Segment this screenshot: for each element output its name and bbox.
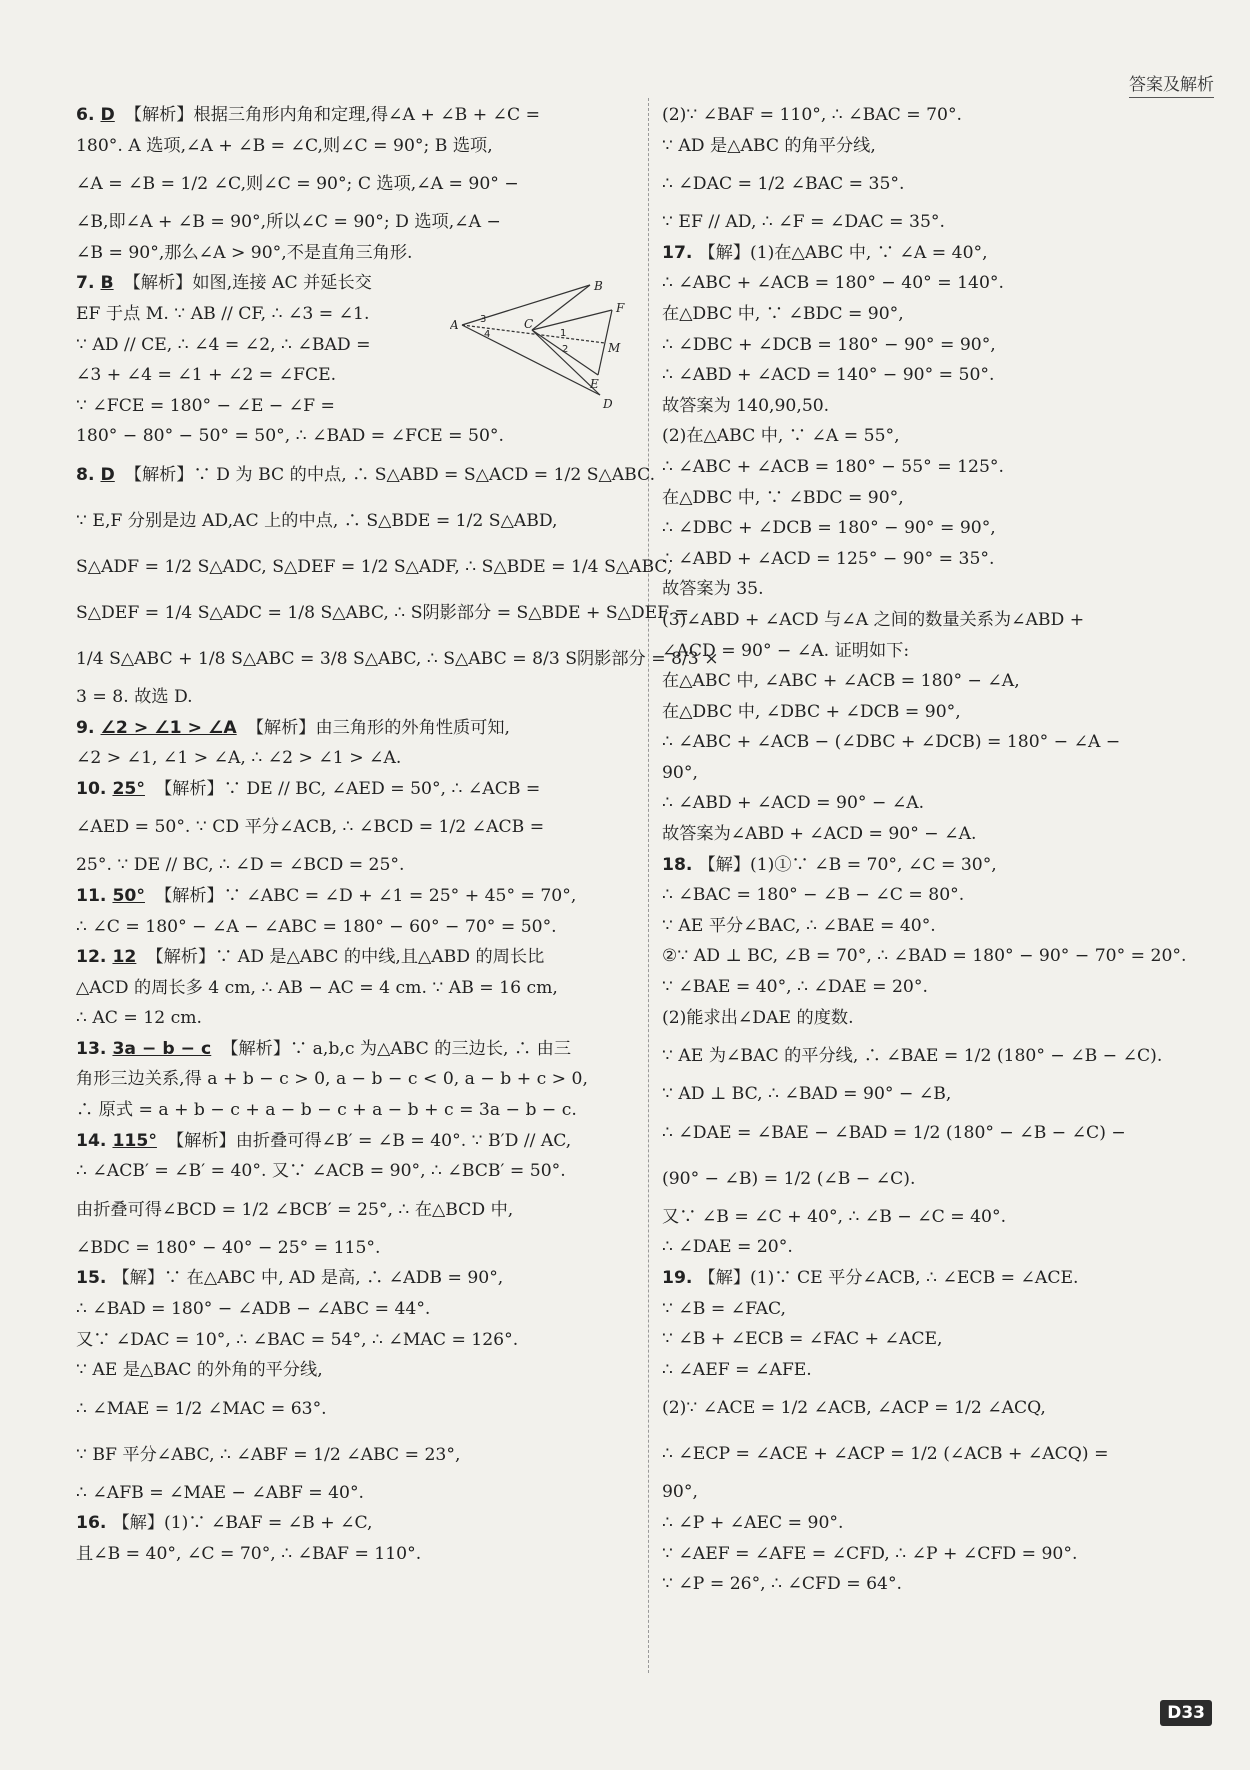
label-a: A <box>450 318 459 332</box>
text-line: ∠3 + ∠4 = ∠1 + ∠2 = ∠FCE. <box>76 365 337 386</box>
question-number: 6. <box>76 105 95 125</box>
text-line: ∵ E,F 分别是边 AD,AC 上的中点, ∴ S△BDE = 1/2 S△ABD, <box>76 510 558 531</box>
text-line: 【解析】∵ DE // BC, ∠AED = 50°, ∴ ∠ACB = <box>154 778 541 799</box>
page-header-title: 答案及解析 <box>1129 70 1214 98</box>
text-line: ∴ ∠P + ∠AEC = 90°. <box>662 1512 844 1533</box>
text-line: ∴ ∠ABC + ∠ACB = 180° − 40° = 140°. <box>662 273 1004 294</box>
answer: D <box>100 105 115 125</box>
text-line: ∵ AE 是△BAC 的外角的平分线, <box>76 1360 323 1381</box>
question-number: 17. <box>662 242 693 263</box>
text-line: S△DEF = 1/4 S△ADC = 1/8 S△ABC, ∴ S阴影部分 = S△BDE + S△DEF = <box>76 602 689 623</box>
text-line: ∴ ∠AEF = ∠AFE. <box>662 1359 812 1380</box>
page-number: D33 <box>1160 1700 1212 1726</box>
text-line: ∴ ∠ABD + ∠ACD = 90° − ∠A. <box>662 793 925 814</box>
question-number: 12. <box>76 947 107 968</box>
text-line: (2)∵ ∠ACE = 1/2 ∠ACB, ∠ACP = 1/2 ∠ACQ, <box>662 1398 1046 1419</box>
text-line: ∴ AC = 12 cm. <box>76 1008 203 1029</box>
text-line: 【解析】由三角形的外角性质可知, <box>246 717 510 738</box>
text-line: 由折叠可得∠BCD = 1/2 ∠BCB′ = 25°, ∴ 在△BCD 中, <box>76 1199 514 1220</box>
text-line: 【解】(1)①∵ ∠B = 70°, ∠C = 30°, <box>698 854 997 875</box>
text-line: ∴ ∠DBC + ∠DCB = 180° − 90° = 90°, <box>662 334 996 355</box>
answer: D <box>100 464 115 485</box>
text-line: ∴ ∠DAC = 1/2 ∠BAC = 35°. <box>662 174 905 195</box>
answer: B <box>100 273 114 294</box>
text-line: 180° − 80° − 50° = 50°, ∴ ∠BAD = ∠FCE = 50°. <box>76 426 504 447</box>
text-line: ∴ ∠C = 180° − ∠A − ∠ABC = 180° − 60° − 70° = 50°. <box>76 916 557 937</box>
text-line: ∵ ∠BAE = 40°, ∴ ∠DAE = 20°. <box>662 977 928 998</box>
text-line: ∠BDC = 180° − 40° − 25° = 115°. <box>76 1237 381 1258</box>
label-c: C <box>524 317 534 331</box>
geometry-figure <box>450 280 630 420</box>
text-line: (90° − ∠B) = 1/2 (∠B − ∠C). <box>662 1168 916 1189</box>
text-line: 在△DBC 中, ∵ ∠BDC = 90°, <box>662 303 904 324</box>
text-line: 在△ABC 中, ∠ABC + ∠ACB = 180° − ∠A, <box>662 671 1020 692</box>
text-line: 在△DBC 中, ∠DBC + ∠DCB = 90°, <box>662 701 961 722</box>
text-line: ∠AED = 50°. ∵ CD 平分∠ACB, ∴ ∠BCD = 1/2 ∠ACB = <box>76 817 545 838</box>
right-column <box>662 100 1217 1600</box>
text-line: ∴ ∠ABC + ∠ACB − (∠DBC + ∠DCB) = 180° − ∠A − <box>662 732 1121 753</box>
answer: 25° <box>112 778 145 799</box>
question-number: 7. <box>76 273 95 294</box>
text-line: ∴ ∠BAD = 180° − ∠ADB − ∠ABC = 44°. <box>76 1299 431 1320</box>
text-line: (2)∵ ∠BAF = 110°, ∴ ∠BAC = 70°. <box>662 105 963 125</box>
text-line: 【解】(1)∵ CE 平分∠ACB, ∴ ∠ECB = ∠ACE. <box>698 1268 1079 1288</box>
text-line: ∵ ∠AEF = ∠AFE = ∠CFD, ∴ ∠P + ∠CFD = 90°. <box>662 1543 1078 1564</box>
question-number: 15. <box>76 1268 107 1289</box>
text-line: ∵ AD ⊥ BC, ∴ ∠BAD = 90° − ∠B, <box>662 1084 952 1105</box>
answer: ∠2 > ∠1 > ∠A <box>100 717 237 738</box>
segment-ad <box>462 325 600 395</box>
question-number: 19. <box>662 1268 693 1288</box>
text-line: ∴ ∠ECP = ∠ACE + ∠ACP = 1/2 (∠ACB + ∠ACQ) = <box>662 1444 1109 1465</box>
text-line: ∵ AE 为∠BAC 的平分线, ∴ ∠BAE = 1/2 (180° − ∠B − ∠C). <box>662 1046 1163 1067</box>
text-line: ∠A = ∠B = 1/2 ∠C,则∠C = 90°; C 选项,∠A = 90° − <box>76 174 519 195</box>
text-line: 【解】∵ 在△ABC 中, AD 是高, ∴ ∠ADB = 90°, <box>112 1268 504 1289</box>
text-line: (2)能求出∠DAE 的度数. <box>662 1007 854 1028</box>
text-line: ∴ ∠DAE = ∠BAE − ∠BAD = 1/2 (180° − ∠B − ∠C) − <box>662 1122 1126 1143</box>
text-line: 【解析】根据三角形内角和定理,得∠A + ∠B + ∠C = <box>124 105 540 125</box>
label-d: D <box>603 397 613 411</box>
question-number: 9. <box>76 717 95 738</box>
text-line: ∵ ∠B = ∠FAC, <box>662 1298 787 1319</box>
text-line: EF 于点 M. ∵ AB // CF, ∴ ∠3 = ∠1. <box>76 303 370 324</box>
text-line: ∵ AE 平分∠BAC, ∴ ∠BAE = 40°. <box>662 915 936 936</box>
text-line: ∴ ∠ABC + ∠ACB = 180° − 55° = 125°. <box>662 456 1004 477</box>
text-line: 90°, <box>662 762 698 783</box>
text-line: ∴ ∠MAE = 1/2 ∠MAC = 63°. <box>76 1398 327 1419</box>
text-line: (2)在△ABC 中, ∵ ∠A = 55°, <box>662 426 900 447</box>
text-line: 【解析】∵ AD 是△ABC 的中线,且△ABD 的周长比 <box>146 947 545 968</box>
text-line: ②∵ AD ⊥ BC, ∠B = 70°, ∴ ∠BAD = 180° − 90° − 70° = 20°. <box>662 946 1187 967</box>
text-line: ∵ BF 平分∠ABC, ∴ ∠ABF = 1/2 ∠ABC = 23°, <box>76 1444 461 1465</box>
text-line: ∵ ∠B + ∠ECB = ∠FAC + ∠ACE, <box>662 1329 943 1350</box>
text-line: ∠B = 90°,那么∠A > 90°,不是直角三角形. <box>76 242 413 263</box>
question-number: 8. <box>76 464 95 485</box>
text-line: ∴ 原式 = a + b − c + a − b − c + a − b + c = 3a − b − c. <box>76 1100 577 1121</box>
text-line: 1/4 S△ABC + 1/8 S△ABC = 3/8 S△ABC, ∴ S△ABC = 8/3 S阴影部分 = 8/3 × <box>76 648 719 669</box>
text-line: 【解析】∵ ∠ABC = ∠D + ∠1 = 25° + 45° = 70°, <box>154 885 577 906</box>
label-m: M <box>608 341 621 355</box>
question-number: 14. <box>76 1130 107 1151</box>
text-line: 【解析】如图,连接 AC 并延长交 <box>123 273 372 294</box>
text-line: ∵ ∠FCE = 180° − ∠E − ∠F = <box>76 395 335 416</box>
text-line: 又∵ ∠DAC = 10°, ∴ ∠BAC = 54°, ∴ ∠MAC = 126°. <box>76 1329 519 1350</box>
text-line: 故答案为 140,90,50. <box>662 395 830 416</box>
text-line: ∴ ∠DAE = 20°. <box>662 1237 793 1258</box>
text-line: 【解析】∵ D 为 BC 的中点, ∴ S△ABD = S△ACD = 1/2 S△ABC. <box>124 464 656 485</box>
text-line: ∵ ∠P = 26°, ∴ ∠CFD = 64°. <box>662 1574 902 1595</box>
label-f: F <box>616 301 625 315</box>
text-line: ∠B,即∠A + ∠B = 90°,所以∠C = 90°; D 选项,∠A − <box>76 212 501 233</box>
text-line: 【解析】∵ a,b,c 为△ABC 的三边长, ∴ 由三 <box>221 1038 572 1059</box>
answer: 12 <box>112 947 137 968</box>
text-line: 且∠B = 40°, ∠C = 70°, ∴ ∠BAF = 110°. <box>76 1544 422 1564</box>
text-line: 又∵ ∠B = ∠C + 40°, ∴ ∠B − ∠C = 40°. <box>662 1206 1007 1227</box>
text-line: △ACD 的周长多 4 cm, ∴ AB − AC = 4 cm. ∵ AB = 16 cm, <box>76 977 558 998</box>
angle-label-3: 3 <box>480 314 487 325</box>
text-line: ∵ AD // CE, ∴ ∠4 = ∠2, ∴ ∠BAD = <box>76 334 371 355</box>
angle-label-1: 1 <box>560 328 567 339</box>
text-line: 3 = 8. 故选 D. <box>76 686 193 707</box>
text-line: 在△DBC 中, ∵ ∠BDC = 90°, <box>662 487 904 508</box>
text-line: ∴ ∠BAC = 180° − ∠B − ∠C = 80°. <box>662 885 965 906</box>
text-line: 180°. A 选项,∠A + ∠B = ∠C,则∠C = 90°; B 选项, <box>76 135 493 156</box>
question-number: 16. <box>76 1513 107 1534</box>
text-line: 25°. ∵ DE // BC, ∴ ∠D = ∠BCD = 25°. <box>76 855 405 876</box>
text-line: ∴ ∠ACB′ = ∠B′ = 40°. 又∵ ∠ACB = 90°, ∴ ∠BCB′ = 50°. <box>76 1161 566 1182</box>
text-line: ∴ ∠ABD + ∠ACD = 125° − 90° = 35°. <box>662 548 995 569</box>
text-line: ∠ACD = 90° − ∠A. 证明如下: <box>662 640 910 661</box>
question-number: 13. <box>76 1038 107 1059</box>
question-number: 18. <box>662 854 693 875</box>
text-line: ∴ ∠DBC + ∠DCB = 180° − 90° = 90°, <box>662 518 996 539</box>
text-line: 角形三边关系,得 a + b − c > 0, a − b − c < 0, a − b + c > 0, <box>76 1069 588 1090</box>
text-line: 【解】(1)在△ABC 中, ∵ ∠A = 40°, <box>698 242 988 263</box>
text-line: 【解析】由折叠可得∠B′ = ∠B = 40°. ∵ B′D // AC, <box>166 1130 572 1151</box>
text-line: 90°, <box>662 1482 698 1503</box>
text-line: ∠2 > ∠1, ∠1 > ∠A, ∴ ∠2 > ∠1 > ∠A. <box>76 748 402 769</box>
text-line: ∴ ∠AFB = ∠MAE − ∠ABF = 40°. <box>76 1482 365 1503</box>
text-line: (3)∠ABD + ∠ACD 与∠A 之间的数量关系为∠ABD + <box>662 609 1085 630</box>
text-line: ∵ EF // AD, ∴ ∠F = ∠DAC = 35°. <box>662 212 945 233</box>
question-number: 11. <box>76 885 107 906</box>
label-b: B <box>594 280 603 293</box>
answer: 50° <box>112 885 145 906</box>
text-line: ∵ AD 是△ABC 的角平分线, <box>662 135 876 156</box>
column-divider <box>648 98 649 1673</box>
text-line: 故答案为 35. <box>662 579 764 600</box>
text-line: 故答案为∠ABD + ∠ACD = 90° − ∠A. <box>662 824 977 845</box>
text-line: S△ADF = 1/2 S△ADC, S△DEF = 1/2 S△ADF, ∴ S△BDE = 1/4 S△ABC, <box>76 556 673 577</box>
answer: 3a − b − c <box>112 1038 212 1059</box>
text-line: ∴ ∠ABD + ∠ACD = 140° − 90° = 50°. <box>662 365 995 386</box>
angle-label-2: 2 <box>562 344 569 355</box>
answer: 115° <box>112 1130 157 1151</box>
angle-label-4: 4 <box>484 329 491 340</box>
question-number: 10. <box>76 778 107 799</box>
text-line: 【解】(1)∵ ∠BAF = ∠B + ∠C, <box>112 1513 373 1534</box>
label-e: E <box>590 377 599 391</box>
